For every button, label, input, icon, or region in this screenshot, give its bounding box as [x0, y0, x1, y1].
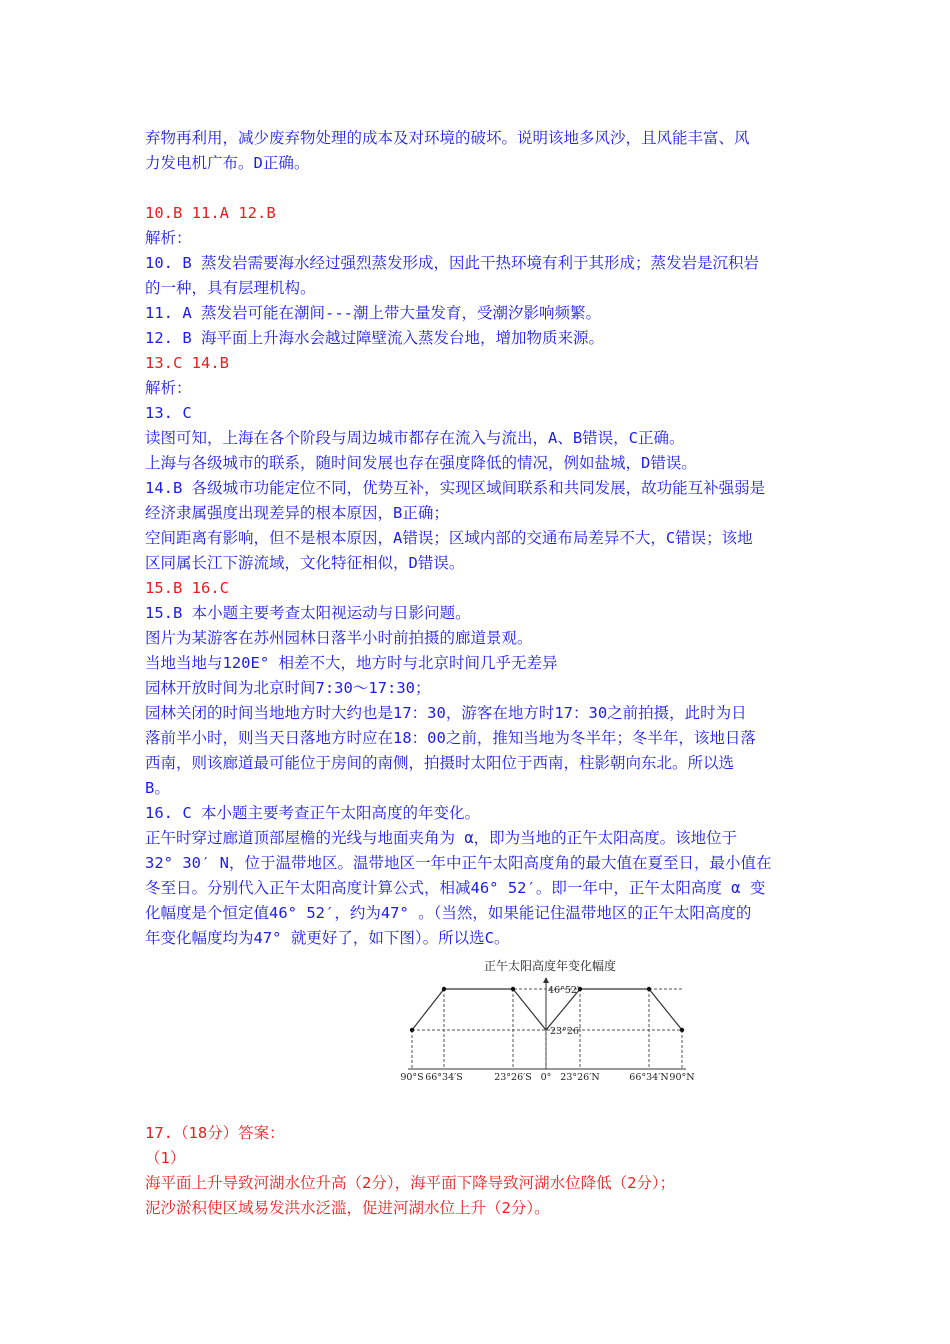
text-line: 泥沙淤积使区域易发洪水泛滥，促进河湖水位上升（2分）。 [145, 1199, 550, 1217]
noon-sun-altitude-diagram [380, 950, 720, 1090]
y-max-label: 46°52′ [548, 985, 580, 996]
y-min-label: 23°26′ [550, 1026, 582, 1037]
data-point [680, 1028, 684, 1032]
text-line: 解析： [145, 379, 192, 397]
text-line: 区同属长江下游流域，文化特征相似，D错误。 [145, 554, 465, 572]
text-line: 13. C [145, 404, 192, 422]
x-tick-label: 90°S [400, 1072, 424, 1083]
text-line: 17.（18分）答案： [145, 1124, 285, 1142]
data-point [410, 1028, 414, 1032]
diagram-title: 正午太阳高度年变化幅度 [483, 959, 617, 973]
text-line: 正午时穿过廊道顶部屋檐的光线与地面夹角为 α，即为当地的正午太阳高度。该地位于 [145, 829, 738, 847]
text-line: 西南，则该廊道最可能位于房间的南侧，拍摄时太阳位于西南，柱影朝向东北。所以选 [145, 754, 735, 772]
blank-line [145, 176, 825, 201]
text-line: 园林关闭的时间当地地方时大约也是17：30，游客在地方时17：30之前拍摄，此时为日 [145, 704, 747, 722]
text-line: 12. B 海平面上升海水会越过障壁流入蒸发台地，增加物质来源。 [145, 329, 604, 347]
y-axis-arrow [543, 977, 549, 983]
x-tick-label: 66°34′S [425, 1072, 463, 1083]
text-line: 力发电机广布。D正确。 [145, 154, 310, 172]
text-line: 10.B 11.A 12.B [145, 204, 276, 222]
text-line: 16. C 本小题主要考查正午太阳高度的年变化。 [145, 804, 480, 822]
x-tick-label: 90°N [669, 1072, 695, 1083]
text-line: 解析： [145, 229, 192, 247]
text-line: 冬至日。分别代入正午太阳高度计算公式，相减46° 52′。即一年中，正午太阳高度 α 变 [145, 879, 766, 897]
text-line: 13.C 14.B [145, 354, 229, 372]
x-tick-label: 66°34′N [629, 1072, 669, 1083]
question-17-answer [145, 1121, 675, 1221]
data-point [647, 987, 651, 991]
x-tick-label: 23°26′N [560, 1072, 600, 1083]
text-line: 14.B 各级城市功能定位不同，优势互补，实现区域间联系和共同发展，故功能互补强弱是 [145, 479, 766, 497]
text-line: 图片为某游客在苏州园林日落半小时前拍摄的廊道景观。 [145, 629, 533, 647]
text-line: 弃物再利用，减少废弃物处理的成本及对环境的破坏。说明该地多风沙，且风能丰富、风 [145, 129, 750, 147]
text-line: 空间距离有影响，但不是根本原因，A错误；区域内部的交通布局差异不大，C错误；该地 [145, 529, 753, 547]
text-line: （1） [145, 1149, 186, 1167]
text-line: 海平面上升导致河湖水位升高（2分），海平面下降导致河湖水位降低（2分）； [145, 1174, 676, 1192]
x-tick-label: 23°26′S [494, 1072, 532, 1083]
text-line: 32° 30′ N，位于温带地区。温带地区一年中正午太阳高度角的最大值在夏至日，最小值在 [145, 854, 772, 872]
amplitude-line [412, 989, 682, 1030]
text-line: 读图可知，上海在各个阶段与周边城市都存在流入与流出，A、B错误，C正确。 [145, 429, 685, 447]
text-line: 园林开放时间为北京时间7:30～17:30； [145, 679, 431, 697]
text-line: B。 [145, 779, 170, 797]
text-line: 10. B 蒸发岩需要海水经过强烈蒸发形成，因此干热环境有利于其形成；蒸发岩是沉积岩 [145, 254, 759, 272]
data-point [511, 987, 515, 991]
text-line: 当地当地与120E° 相差不大，地方时与北京时间几乎无差异 [145, 654, 558, 672]
text-line: 11. A 蒸发岩可能在潮间---潮上带大量发育，受潮汐影响频繁。 [145, 304, 601, 322]
text-line: 上海与各级城市的联系，随时间发展也存在强度降低的情况，例如盐城，D错误。 [145, 454, 697, 472]
answer-text-body [145, 126, 825, 951]
text-line: 15.B 本小题主要考查太阳视运动与日影问题。 [145, 604, 471, 622]
data-point [442, 987, 446, 991]
text-line: 的一种，具有层理机构。 [145, 279, 316, 297]
text-line: 落前半小时，则当天日落地方时应在18：00之前，推知当地为冬半年；冬半年，该地日落 [145, 729, 756, 747]
text-line: 15.B 16.C [145, 579, 229, 597]
text-line: 经济隶属强度出现差异的根本原因，B正确； [145, 504, 449, 522]
x-tick-label: 0° [540, 1072, 552, 1083]
text-line: 化幅度是个恒定值46° 52′，约为47° 。（当然，如果能记住温带地区的正午太阳高度的 [145, 904, 752, 922]
text-line: 年变化幅度均为47° 就更好了，如下图）。所以选C。 [145, 929, 510, 947]
